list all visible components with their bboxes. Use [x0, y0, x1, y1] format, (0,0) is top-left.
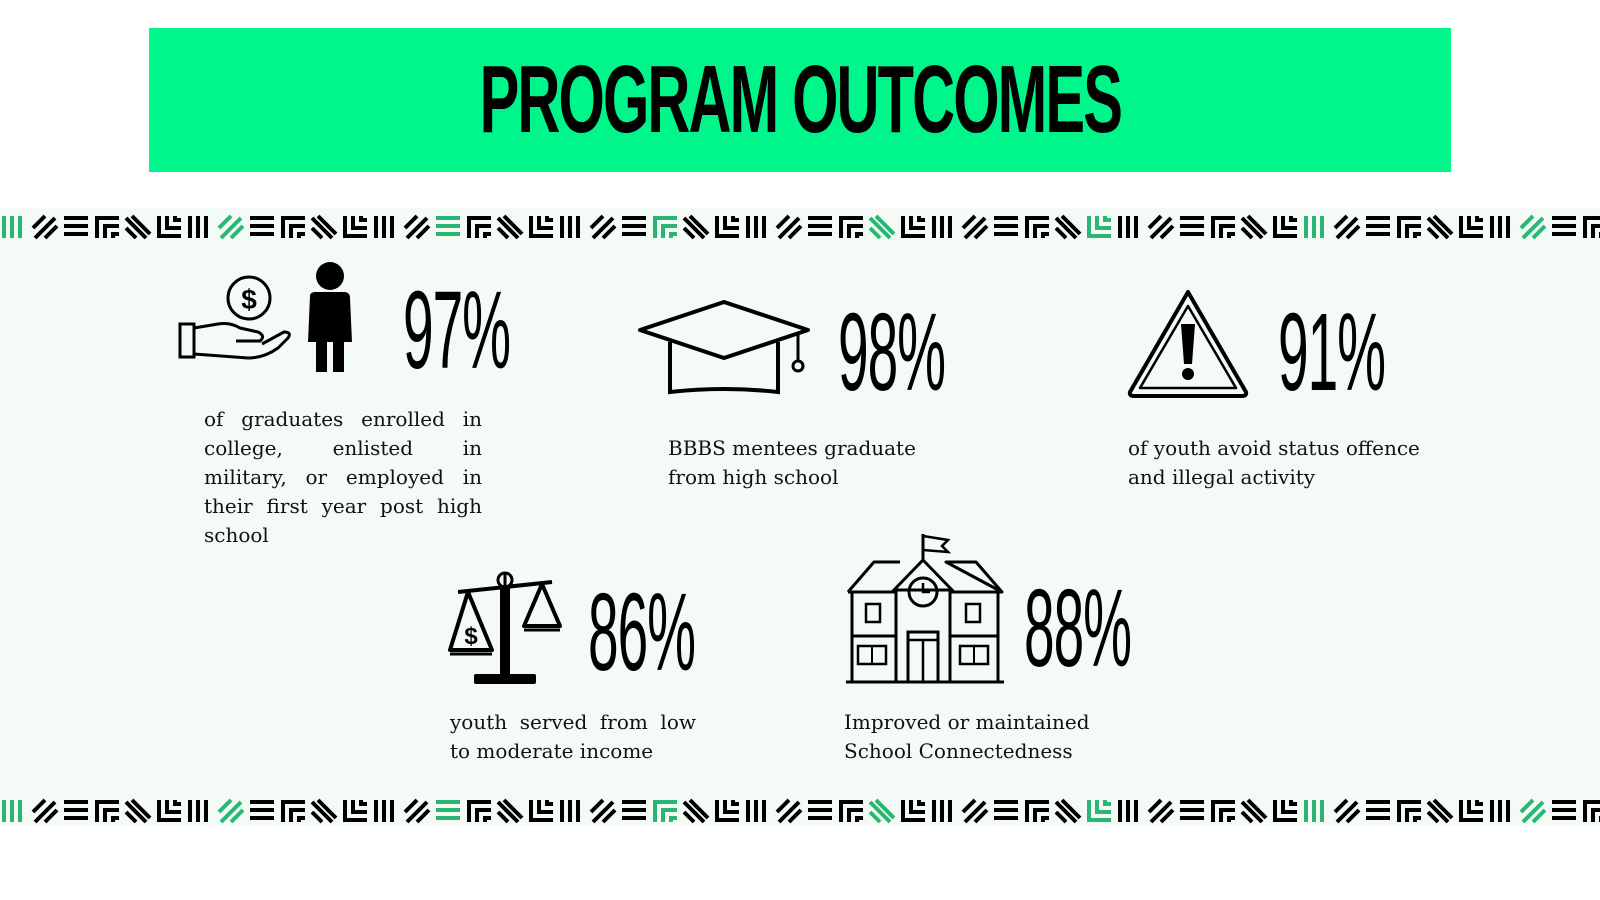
pattern-motif: [1552, 216, 1576, 236]
pattern-motif: [1366, 800, 1390, 820]
svg-text:$: $: [241, 284, 257, 315]
pattern-motif: [250, 216, 274, 236]
pattern-motif: [1399, 218, 1421, 238]
pattern-motif: [1521, 800, 1545, 822]
pattern-motif: [126, 800, 150, 822]
pattern-motif: [498, 800, 522, 822]
outcome-5-value: 88%: [1024, 567, 1132, 690]
pattern-motif: [1213, 218, 1235, 238]
pattern-motif: [1118, 800, 1138, 822]
pattern-motif: [436, 800, 460, 820]
pattern-motif: [531, 800, 553, 820]
pattern-motif: [1118, 216, 1138, 238]
pattern-motif: [219, 800, 243, 822]
pattern-motif: [1304, 216, 1324, 238]
pattern-motif: [436, 216, 460, 236]
outcome-1-description: of graduates enrolled in college, enlisted in military, or employed in their first year post high school: [204, 407, 482, 547]
pattern-motif: [97, 802, 119, 822]
pattern-motif: [1089, 216, 1111, 236]
pattern-motif: [903, 216, 925, 236]
pattern-motif: [1428, 216, 1452, 238]
pattern-motif: [219, 216, 243, 238]
balance-scale-icon: [448, 568, 562, 690]
pattern-motif: [126, 216, 150, 238]
pattern-motif: [97, 218, 119, 238]
pattern-motif: [1089, 800, 1111, 820]
outcome-2-value: 98%: [838, 291, 946, 414]
hand-money-person-icon: [178, 262, 368, 380]
pattern-motif: [1490, 800, 1510, 822]
pattern-motif: [283, 802, 305, 822]
pattern-motif: [250, 800, 274, 820]
pattern-motif: [33, 216, 57, 238]
pattern-motif: [1366, 216, 1390, 236]
pattern-motif: [1242, 216, 1266, 238]
pattern-motif: [1242, 800, 1266, 822]
pattern-motif: [1521, 216, 1545, 238]
outcome-4-description: youth served from low to moderate income: [450, 710, 696, 763]
pattern-motif: [312, 216, 336, 238]
pattern-motif: [1180, 800, 1204, 820]
pattern-motif: [746, 800, 766, 822]
pattern-motif: [994, 216, 1018, 236]
pattern-motif: [903, 800, 925, 820]
pattern-motif: [963, 216, 987, 238]
pattern-motif: [2, 216, 22, 238]
outcome-3-description: of youth avoid status offence and illegal activity: [1128, 436, 1420, 489]
pattern-motif: [932, 800, 952, 822]
pattern-motif: [591, 800, 615, 822]
warning-triangle-icon: [1126, 288, 1250, 400]
pattern-motif: [469, 218, 491, 238]
pattern-motif: [1490, 216, 1510, 238]
pattern-motif: [159, 216, 181, 236]
pattern-motif: [1335, 800, 1359, 822]
pattern-motif: [684, 216, 708, 238]
pattern-motif: [1335, 216, 1359, 238]
pattern-motif: [1027, 802, 1049, 822]
pattern-motif: [1275, 800, 1297, 820]
pattern-motif: [405, 800, 429, 822]
pattern-border-top: [0, 210, 1600, 244]
pattern-motif: [1461, 800, 1483, 820]
pattern-motif: [1213, 802, 1235, 822]
title-banner: [149, 28, 1451, 172]
pattern-motif: [159, 800, 181, 820]
svg-text:$: $: [464, 623, 478, 650]
outcome-1-value: 97%: [403, 269, 511, 392]
pattern-motif: [560, 216, 580, 238]
pattern-motif: [1056, 800, 1080, 822]
pattern-motif: [746, 216, 766, 238]
pattern-motif: [188, 216, 208, 238]
pattern-motif: [1585, 218, 1600, 238]
pattern-motif: [469, 802, 491, 822]
pattern-motif: [622, 800, 646, 820]
pattern-motif: [560, 800, 580, 822]
pattern-motif: [1149, 800, 1173, 822]
pattern-motif: [655, 802, 677, 822]
pattern-motif: [405, 216, 429, 238]
pattern-motif: [374, 800, 394, 822]
pattern-motif: [64, 216, 88, 236]
pattern-motif: [1056, 216, 1080, 238]
pattern-border-bottom: [0, 794, 1600, 828]
pattern-motif: [1027, 218, 1049, 238]
pattern-motif: [622, 216, 646, 236]
pattern-motif: [841, 218, 863, 238]
page-title: PROGRAM OUTCOMES: [479, 46, 1121, 153]
outcome-4-value: 86%: [588, 571, 696, 694]
pattern-motif: [777, 800, 801, 822]
pattern-motif: [994, 800, 1018, 820]
pattern-motif: [2, 800, 22, 822]
outcome-3-value: 91%: [1278, 291, 1386, 414]
pattern-motif: [717, 216, 739, 236]
pattern-motif: [1428, 800, 1452, 822]
pattern-motif: [312, 800, 336, 822]
pattern-motif: [932, 216, 952, 238]
pattern-motif: [684, 800, 708, 822]
pattern-motif: [345, 216, 367, 236]
pattern-motif: [1275, 216, 1297, 236]
pattern-motif: [963, 800, 987, 822]
pattern-motif: [1461, 216, 1483, 236]
pattern-motif: [64, 800, 88, 820]
pattern-motif: [531, 216, 553, 236]
pattern-motif: [33, 800, 57, 822]
pattern-motif: [1304, 800, 1324, 822]
outcome-2-description: BBBS mentees graduate from high school: [668, 436, 916, 489]
pattern-motif: [591, 216, 615, 238]
pattern-motif: [1552, 800, 1576, 820]
pattern-motif: [808, 216, 832, 236]
pattern-motif: [1180, 216, 1204, 236]
pattern-motif: [283, 218, 305, 238]
pattern-motif: [717, 800, 739, 820]
school-building-icon: [844, 532, 1006, 688]
pattern-motif: [655, 218, 677, 238]
outcome-5-description: Improved or maintained School Connectedness: [844, 710, 1090, 763]
pattern-motif: [870, 216, 894, 238]
pattern-motif: [374, 216, 394, 238]
pattern-motif: [808, 800, 832, 820]
pattern-motif: [777, 216, 801, 238]
pattern-motif: [498, 216, 522, 238]
pattern-motif: [188, 800, 208, 822]
pattern-motif: [345, 800, 367, 820]
pattern-motif: [870, 800, 894, 822]
graduation-cap-icon: [636, 300, 814, 404]
pattern-motif: [841, 802, 863, 822]
pattern-motif: [1149, 216, 1173, 238]
pattern-motif: [1585, 802, 1600, 822]
pattern-motif: [1399, 802, 1421, 822]
